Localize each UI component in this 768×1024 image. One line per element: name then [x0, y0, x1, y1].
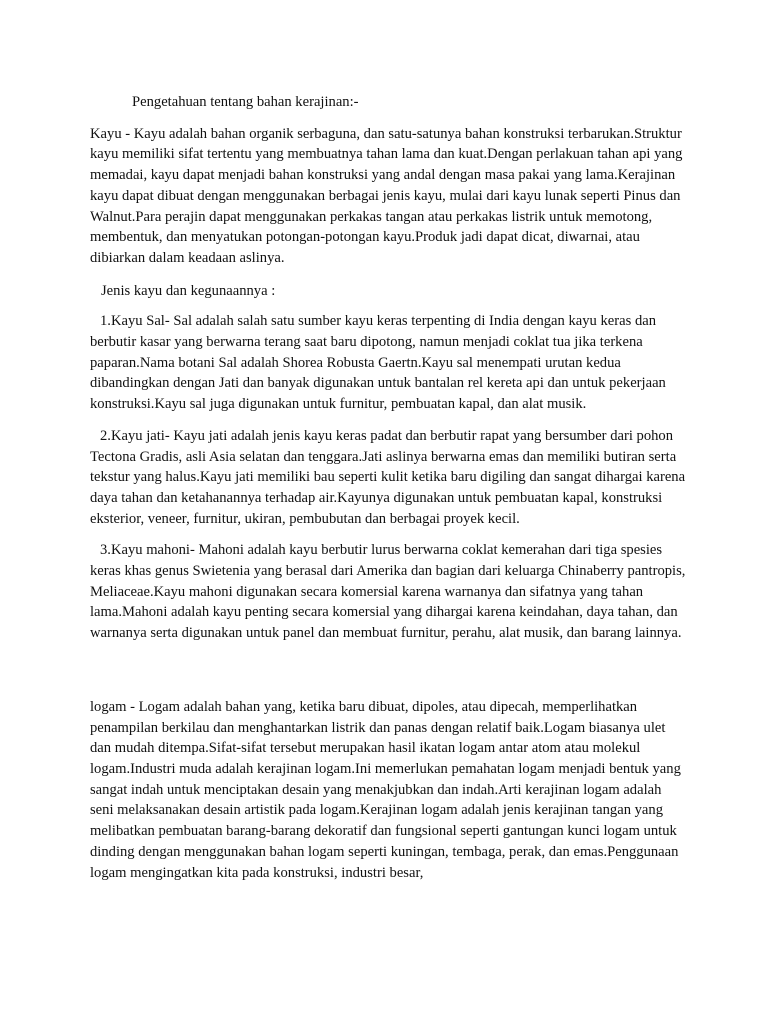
document-title: Pengetahuan tentang bahan kerajinan:-	[132, 94, 359, 110]
blank-space	[90, 655, 688, 697]
paragraph-kayu: Kayu - Kayu adalah bahan organik serbaguna, dan satu-satunya bahan konstruksi terbarukan.Struktur kayu memiliki sifat tertentu yang membuatnya tahan lama dan kuat.Dengan perlakuan tahan api yang memadai, kayu dapat menjadi bahan konstruksi yang andal dengan masa pakai yang lama.Kerajinan kayu dapat dibuat dengan menggunakan berbagai jenis kayu, mulai dari kayu lunak seperti Pinus dan Walnut.Para perajin dapat menggunakan perkakas tangan atau perkakas listrik untuk memotong, membentuk, dan menyatukan potongan-potongan kayu.Produk jadi dapat dicat, diwarnai, atau dibiarkan dalam keadaan aslinya.	[90, 125, 683, 266]
section-heading-jenis-kayu: Jenis kayu dan kegunaannya :	[101, 282, 276, 299]
document-body	[90, 92, 688, 883]
paragraph-logam: logam - Logam adalah bahan yang, ketika baru dibuat, dipoles, atau dipecah, memperlihatkan penampilan berkilau dan menghantarkan listrik dan panas dengan relatif baik.Logam biasanya ulet dan mudah ditempa.Sifat-sifat tersebut merupakan hasil ikatan logam antar atom atau molekul logam.Industri muda adalah kerajinan logam.Ini memerlukan pemahatan logam menjadi bentuk yang sangat indah untuk menciptakan desain yang menakjubkan dan indah.Arti kerajinan logam adalah seni melaksanakan desain artistik pada logam.Kerajinan logam adalah jenis kerajinan tangan yang melibatkan pembuatan barang-barang dekoratif dan fungsional seperti gantungan kunci logam untuk dinding dengan menggunakan bahan logam seperti kuningan, tembaga, perak, dan emas.Penggunaan logam mengingatkan kita pada konstruksi, industri besar,	[90, 698, 681, 881]
list-item-kayu-mahoni: 3.Kayu mahoni- Mahoni adalah kayu berbutir lurus berwarna coklat kemerahan dari tiga spesies keras khas genus Swietenia yang berasal dari Amerika dan bagian dari keluarga Chinaberry pantropis, Meliaceae.Kayu mahoni digunakan secara komersial karena warnanya dan sifatnya yang tahan lama.Mahoni adalah kayu penting secara komersial yang dihargai karena keindahan, daya tahan, dan warnanya serta digunakan untuk panel dan membuat furnitur, perahu, alat musik, dan barang lainnya.	[90, 542, 686, 642]
list-item-kayu-jati: 2.Kayu jati- Kayu jati adalah jenis kayu keras padat dan berbutir rapat yang bersumber dari pohon Tectona Gradis, asli Asia selatan dan tenggara.Jati aslinya berwarna emas dan memiliki butiran serta tekstur yang halus.Kayu jati memiliki bau seperti kulit ketika baru digiling dan sangat dihargai karena daya tahan dan ketahanannya terhadap air.Kayunya digunakan untuk pembuatan kapal, konstruksi eksterior, veneer, furnitur, ukiran, pembubutan dan berbagai proyek kecil.	[90, 427, 686, 527]
list-item-kayu-sal: 1.Kayu Sal- Sal adalah salah satu sumber kayu keras terpenting di India dengan kayu keras dan berbutir kasar yang berwarna terang saat baru dipotong, namun menjadi coklat tua jika terkena paparan.Nama botani Sal adalah Shorea Robusta Gaertn.Kayu sal menempati urutan kedua dibandingkan dengan Jati dan banyak digunakan untuk bantalan rel kereta api dan untuk pekerjaan konstruksi.Kayu sal juga digunakan untuk furnitur, pembuatan kapal, dan alat musik.	[90, 313, 666, 413]
